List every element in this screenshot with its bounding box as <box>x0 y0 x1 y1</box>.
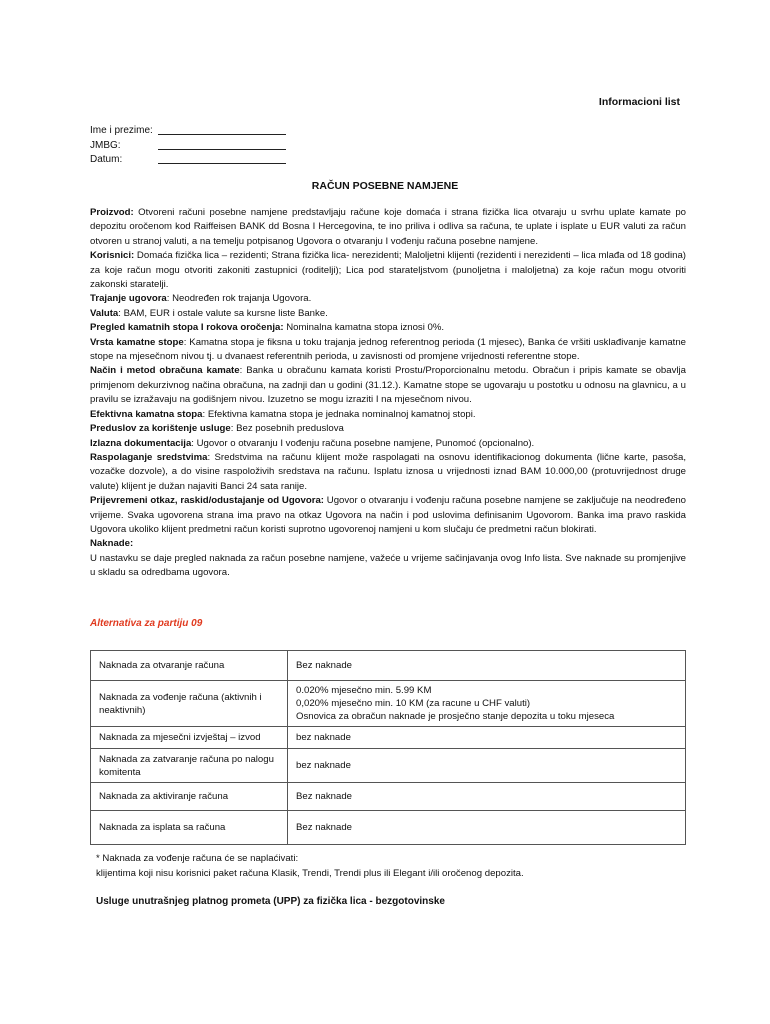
section-label: Prijevremeni otkaz, raskid/odustajanje od Ugovora: <box>90 495 324 507</box>
section-paragraph <box>90 249 686 292</box>
section-paragraph <box>90 364 686 407</box>
jmbg-blank-line <box>158 139 286 150</box>
section-paragraph <box>90 336 686 365</box>
section-label: Efektivna kamatna stopa <box>90 408 203 420</box>
fee-name: Naknada za otvaranje računa <box>91 651 288 681</box>
section-text: : Bez posebnih preduslova <box>230 423 344 435</box>
fee-name: Naknada za zatvaranje računa po nalogu komitenta <box>91 749 288 783</box>
section-paragraph <box>90 292 686 306</box>
section-text: : BAM, EUR i ostale valute sa kursne liste Banke. <box>118 307 328 319</box>
section-paragraph <box>90 206 686 249</box>
fee-value-line: Osnovica za obračun naknade je prosječno stanje depozita u toku mjeseca <box>296 711 615 722</box>
fee-row <box>91 783 686 811</box>
date-row <box>90 153 286 168</box>
fee-note-line-2: klijentima koji nisu korisnici paket računa Klasik, Trendi, Trendi plus ili Elegant i/ili oročenog depozita. <box>96 867 524 879</box>
section-label: Pregled kamatnih stopa I rokova oročenja: <box>90 322 284 334</box>
fee-value <box>288 651 686 681</box>
section-paragraph <box>90 552 686 581</box>
section-label: Proizvod: <box>90 207 134 218</box>
section-text: : Kamatna stopa je fiksna u toku trajanja jednog referentnog perioda (1 mjesec), Banka će vršiti usklađivanje kamatne stope na mjesečnom nivou tj. u dvanaest referentnih perioda, u zavisnosti od promjene vrijednosti referentne stope. <box>90 336 686 363</box>
section-paragraph <box>90 537 686 551</box>
fee-value-line: Bez naknade <box>296 660 353 671</box>
alternative-title: Alternativa za partiju 09 <box>90 618 203 629</box>
section-paragraph <box>90 437 686 451</box>
section-label: Način i metod obračuna kamate <box>90 365 240 377</box>
fee-name: Naknada za isplata sa računa <box>91 811 288 845</box>
section-label: Raspolaganje sredstvima <box>90 451 208 463</box>
section-text: : Efektivna kamatna stopa je jednaka nominalnoj kamatnoj stopi. <box>202 408 476 420</box>
fees-table <box>90 650 686 845</box>
section-paragraph <box>90 494 686 537</box>
upp-section-title: Usluge unutrašnjeg platnog prometa (UPP) za fizička lica - bezgotovinske <box>96 896 445 907</box>
fee-value <box>288 727 686 749</box>
fee-value <box>288 681 686 727</box>
section-text: : Ugovor o otvaranju I vođenju računa posebne namjene, Punomoć (opcionalno). <box>191 437 535 449</box>
section-text: : Sredstvima na računu klijent može raspolagati na osnovu identifikacionog dokumenta (lične karte, pasoša, vozačke dozvole), a do visine raspoloživih sredstava na računu. Isplatu iznosa u vrijednosti iznad BAM 10.000,00 (protuvrijednost druge valute) klijent je dužan najaviti Banci 24 sata ranije. <box>90 451 686 492</box>
name-row <box>90 124 286 139</box>
section-paragraph <box>90 451 686 494</box>
section-paragraph <box>90 422 686 436</box>
section-text: Domaća fizička lica – rezidenti; Strana fizička lica- nerezidenti; Maloljetni klijenti (rezidenti i nerezidenti – lica mlađa od 18 godina) za koje račun mogu otvoriti zakoniti zastupnici (roditelji); Lica pod starateljstvom (punoljetna i maloljetna) za koje račun mogu otvoriti zakonski staratelji. <box>90 250 686 291</box>
fee-row <box>91 651 686 681</box>
fee-value <box>288 811 686 845</box>
fee-value-line: Bez naknade <box>296 822 353 833</box>
fee-note <box>96 852 524 881</box>
fee-name: Naknada za aktiviranje računa <box>91 783 288 811</box>
fee-row <box>91 727 686 749</box>
section-text: Ugovor o otvaranju i vođenju računa posebne namjene se zaključuje na neodređeno vrijeme. Svaka ugovorena strana ima pravo na otkaz Ugovora na način i pod uslovima definisanim Ugovorom. Banka ima pravo raskida Ugovora ukoliko klijent predmetni račun koristi suprotno ugovorenoj namjeni u kom slučaju će predmetni račun blokirati. <box>90 495 686 535</box>
jmbg-row <box>90 139 286 154</box>
section-text: : Neodređen rok trajanja Ugovora. <box>166 293 312 305</box>
section-text: Otvoreni računi posebne namjene predstavljaju račune koje domaća i strana fizička lica otvaraju u svrhu uplate kamate po depozitu oročenom kod Raiffeisen BANK dd Bosna I Hercegovina, te ino priliva i odliva sa računa, te uplate i isplate u EUR valuti za račun otvoren u stranoj valuti, a na temelju potpisanog Ugovora o otvaranju I vođenju računa posebne namjene. <box>90 207 686 247</box>
section-text: : Banka u obračunu kamata koristi Prostu/Proporcionalnu metodu. Obračun i pripis kamate se obavlja primjenom dekurzivnog načina obračuna, na zadnji dan u godini (31.12.). Kamatne stope se ugovaraju u postotku u odnosu na glavnicu, a u pravilu se izražavaju na godišnjem nivou. Izuzetno se mogu izraziti I na mjesečnom nivou. <box>90 365 687 406</box>
section-paragraph <box>90 307 686 321</box>
info-list-title: Informacioni list <box>598 96 680 108</box>
section-label: Korisnici: <box>90 250 135 262</box>
fee-row <box>91 749 686 783</box>
client-meta-block <box>90 124 286 168</box>
fee-value-line: bez naknade <box>296 732 351 743</box>
section-label: Naknade: <box>90 538 134 550</box>
section-label: Trajanje ugovora <box>90 293 167 305</box>
section-label: Preduslov za korištenje usluge <box>90 423 231 435</box>
date-blank-line <box>158 153 286 164</box>
fee-value-line: 0,020% mjesečno min. 10 KM (za racune u CHF valuti) <box>296 698 531 709</box>
name-label: Ime i prezime: <box>90 125 153 136</box>
section-paragraph <box>90 321 686 335</box>
jmbg-label: JMBG: <box>90 139 121 151</box>
section-label: Vrsta kamatne stope <box>90 336 184 348</box>
section-label: Izlazna dokumentacija <box>90 437 192 449</box>
section-text: U nastavku se daje pregled naknada za račun posebne namjene, važeće u vrijeme sačinjavanja ovog Info lista. Sve naknade su promjenjive u skladu sa odredbama ugovora. <box>90 552 686 579</box>
fee-name: Naknada za vođenje računa (aktivnih i neaktivnih) <box>91 681 288 727</box>
document-title: RAČUN POSEBNE NAMJENE <box>311 180 459 192</box>
fee-value <box>288 783 686 811</box>
fee-row <box>91 681 686 727</box>
document-body <box>90 206 686 581</box>
fee-value-line: bez naknade <box>296 760 351 771</box>
section-paragraph <box>90 408 686 422</box>
date-label: Datum: <box>90 154 123 165</box>
section-text: Nominalna kamatna stopa iznosi 0%. <box>283 322 445 334</box>
fee-value-line: Bez naknade <box>296 791 353 802</box>
fee-name: Naknada za mjesečni izvještaj – izvod <box>91 727 288 749</box>
name-blank-line <box>158 124 286 135</box>
fee-row <box>91 811 686 845</box>
fee-note-line-1: * Naknada za vođenje računa će se naplaćivati: <box>96 853 299 864</box>
section-label: Valuta <box>90 307 119 319</box>
fee-value <box>288 749 686 783</box>
fee-value-line: 0.020% mjesečno min. 5.99 KM <box>296 685 432 696</box>
